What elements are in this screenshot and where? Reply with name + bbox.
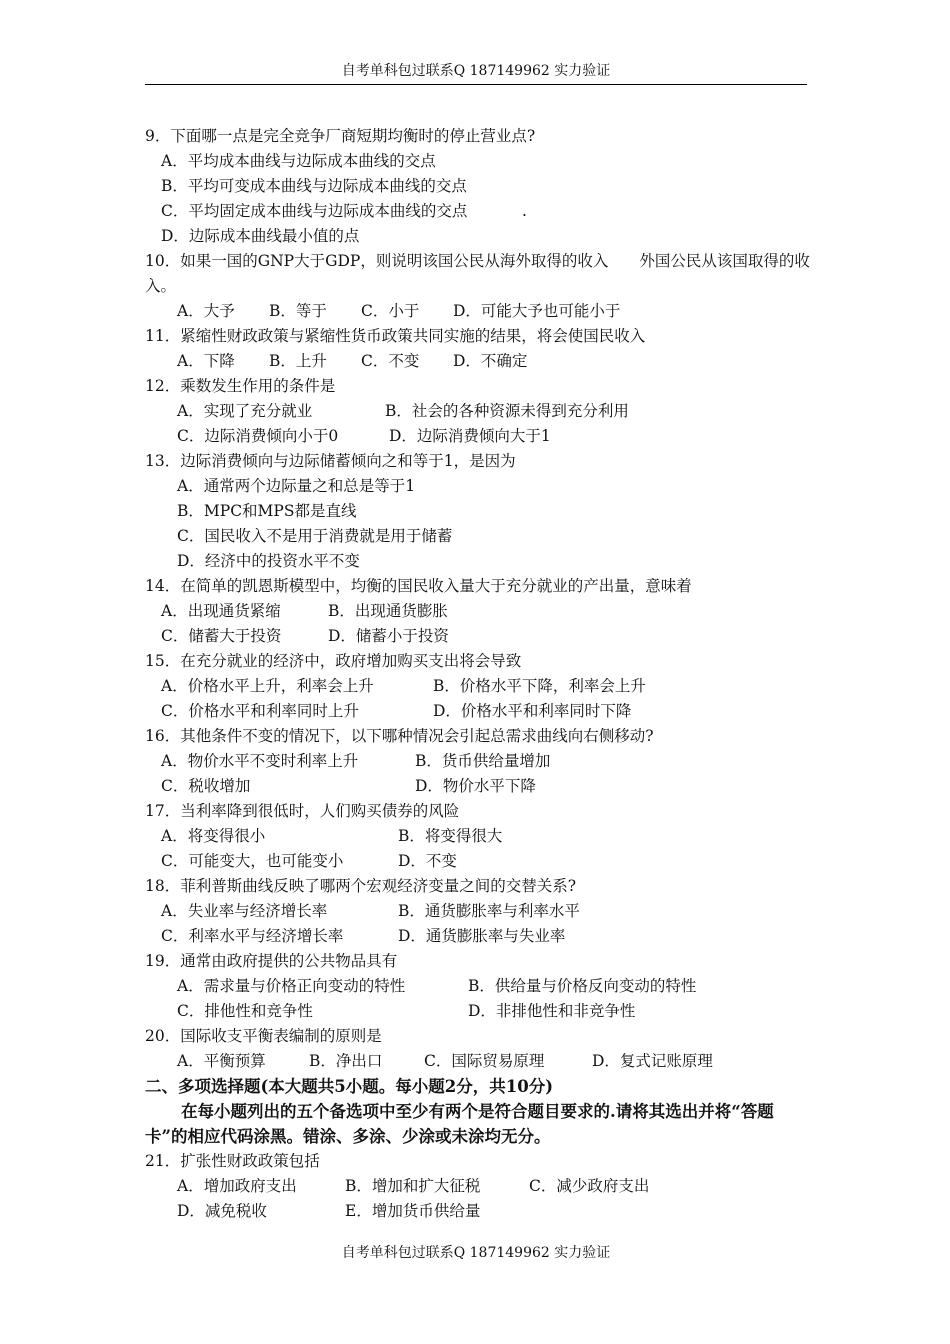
question-16-option-c: C．税收增加 <box>161 777 251 795</box>
question-11-option-d: D．不确定 <box>453 352 528 370</box>
question-19-options-cd <box>145 999 813 1024</box>
question-17-option-d: D．不变 <box>398 852 457 870</box>
question-11-option-b: B．上升 <box>269 352 327 370</box>
question-13-option-d: D．经济中的投资水平不变 <box>177 552 360 570</box>
question-10-options <box>145 299 813 324</box>
question-12-option-a: A．实现了充分就业 <box>177 402 313 420</box>
question-19-option-c: C．排他性和竞争性 <box>177 1002 313 1020</box>
question-9-option-c-text: C．平均固定成本曲线与边际成本曲线的交点 <box>161 202 468 220</box>
question-19-options-ab <box>145 974 813 999</box>
question-12-option-b: B．社会的各种资源未得到充分利用 <box>385 402 629 420</box>
question-10-option-d: D．可能大予也可能小于 <box>453 302 621 320</box>
question-9-option-a: A．平均成本曲线与边际成本曲线的交点 <box>161 152 436 170</box>
question-19-option-a: A．需求量与价格正向变动的特性 <box>177 977 406 995</box>
question-17-stem: 17．当利率降到很低时，人们购买债券的风险 <box>145 802 460 820</box>
question-11-option-a: A．下降 <box>177 352 235 370</box>
question-11-stem: 11．紧缩性财政政策与紧缩性货币政策共同实施的结果，将会使国民收入 <box>145 327 646 345</box>
question-14-option-a: A．出现通货紧缩 <box>161 602 281 620</box>
question-14-options-cd <box>145 624 813 649</box>
question-17-option-b: B．将变得很大 <box>398 827 503 845</box>
question-18-options-cd <box>145 924 813 949</box>
question-15-option-d: D．价格水平和利率同时下降 <box>433 702 632 720</box>
question-9-option-b: B．平均可变成本曲线与边际成本曲线的交点 <box>161 177 467 195</box>
question-12-stem: 12．乘数发生作用的条件是 <box>145 377 336 395</box>
question-20-option-c: C．国际贸易原理 <box>424 1052 545 1070</box>
question-16-option-d: D．物价水平下降 <box>415 777 536 795</box>
question-12-options-ab <box>145 399 813 424</box>
question-17-option-c: C．可能变大，也可能变小 <box>161 852 344 870</box>
question-17-options-cd <box>145 849 813 874</box>
question-15-option-a: A．价格水平上升，利率会上升 <box>161 677 374 695</box>
question-9-stem: 9．下面哪一点是完全竞争厂商短期均衡时的停止营业点? <box>145 127 536 145</box>
question-18-stem: 18．菲利普斯曲线反映了哪两个宏观经济变量之间的交替关系? <box>145 877 577 895</box>
question-20-option-d: D．复式记账原理 <box>592 1052 713 1070</box>
question-18-option-d: D．通货膨胀率与失业率 <box>398 927 566 945</box>
question-20-option-a: A．平衡预算 <box>177 1052 266 1070</box>
question-18-option-c: C．利率水平与经济增长率 <box>161 927 344 945</box>
question-21-options-abc <box>145 1174 813 1199</box>
question-12-options-cd <box>145 424 813 449</box>
question-15-stem: 15．在充分就业的经济中，政府增加购买支出将会导致 <box>145 652 522 670</box>
question-20-option-b: B．净出口 <box>309 1052 383 1070</box>
question-21-option-c: C．减少政府支出 <box>529 1177 650 1195</box>
question-12-option-d: D．边际消费倾向大于1 <box>389 427 551 445</box>
question-15-options-ab <box>145 674 813 699</box>
question-14-stem: 14．在简单的凯恩斯模型中，均衡的国民收入量大于充分就业的产出量，意味着 <box>145 577 692 595</box>
section-2-title: 二、多项选择题(本大题共5小题。每小题2分，共10分) <box>145 1077 554 1096</box>
question-10-stem: 10．如果一国的GNP大于GDP，则说明该国公民从海外取得的收入 外国公民从该国取得的收入。 <box>145 252 810 295</box>
question-16-options-ab <box>145 749 813 774</box>
question-17-option-a: A．将变得很小 <box>161 827 266 845</box>
question-21-stem: 21．扩张性财政政策包括 <box>145 1152 320 1170</box>
question-10-option-b: B．等于 <box>269 302 327 320</box>
question-16-option-b: B．货币供给量增加 <box>415 752 551 770</box>
question-9-stray-mark: . <box>522 202 527 220</box>
question-12-option-c: C．边际消费倾向小于0 <box>177 427 339 445</box>
question-13-option-a: A．通常两个边际量之和总是等于1 <box>177 477 416 495</box>
question-16-option-a: A．物价水平不变时利率上升 <box>161 752 359 770</box>
section-2-instruction: 在每小题列出的五个备选项中至少有两个是符合题目要求的.请将其选出并将“答题卡”的相应代码涂黑。错涂、多涂、少涂或未涂均无分。 <box>145 1102 774 1146</box>
question-14-options-ab <box>145 599 813 624</box>
question-13-option-c: C．国民收入不是用于消费就是用于储蓄 <box>177 527 453 545</box>
page-header: 自考单科包过联系Q 187149962 实力验证 <box>145 60 807 85</box>
question-16-stem: 16．其他条件不变的情况下，以下哪种情况会引起总需求曲线向右侧移动? <box>145 727 654 745</box>
question-11-options <box>145 349 813 374</box>
question-13-option-b: B．MPC和MPS都是直线 <box>177 502 357 520</box>
question-11-option-c: C．不变 <box>361 352 420 370</box>
question-16-options-cd <box>145 774 813 799</box>
question-15-options-cd <box>145 699 813 724</box>
exam-content <box>145 124 813 1224</box>
question-13-stem: 13．边际消费倾向与边际储蓄倾向之和等于1，是因为 <box>145 452 516 470</box>
question-9-option-c <box>145 199 813 224</box>
question-21-option-d: D．减免税收 <box>177 1202 267 1220</box>
question-21-option-b: B．增加和扩大征税 <box>345 1177 481 1195</box>
question-21-options-de <box>145 1199 813 1224</box>
page-footer: 自考单科包过联系Q 187149962 实力验证 <box>341 1245 611 1261</box>
question-20-options <box>145 1049 813 1074</box>
question-14-option-c: C．储蓄大于投资 <box>161 627 282 645</box>
question-21-option-e: E．增加货币供给量 <box>345 1202 481 1220</box>
question-9-option-d: D．边际成本曲线最小值的点 <box>161 227 360 245</box>
question-15-option-c: C．价格水平和利率同时上升 <box>161 702 359 720</box>
question-21-option-a: A．增加政府支出 <box>177 1177 297 1195</box>
question-18-option-b: B．通货膨胀率与利率水平 <box>398 902 580 920</box>
question-15-option-b: B．价格水平下降，利率会上升 <box>433 677 646 695</box>
question-10-option-a: A．大予 <box>177 302 235 320</box>
question-18-options-ab <box>145 899 813 924</box>
question-19-stem: 19．通常由政府提供的公共物品具有 <box>145 952 398 970</box>
question-17-options-ab <box>145 824 813 849</box>
question-14-option-b: B．出现通货膨胀 <box>328 602 448 620</box>
question-19-option-d: D．非排他性和非竞争性 <box>468 1002 636 1020</box>
question-20-stem: 20．国际收支平衡表编制的原则是 <box>145 1027 382 1045</box>
question-19-option-b: B．供给量与价格反向变动的特性 <box>468 977 697 995</box>
question-14-option-d: D．储蓄小于投资 <box>328 627 449 645</box>
question-10-option-c: C．小于 <box>361 302 420 320</box>
question-18-option-a: A．失业率与经济增长率 <box>161 902 328 920</box>
